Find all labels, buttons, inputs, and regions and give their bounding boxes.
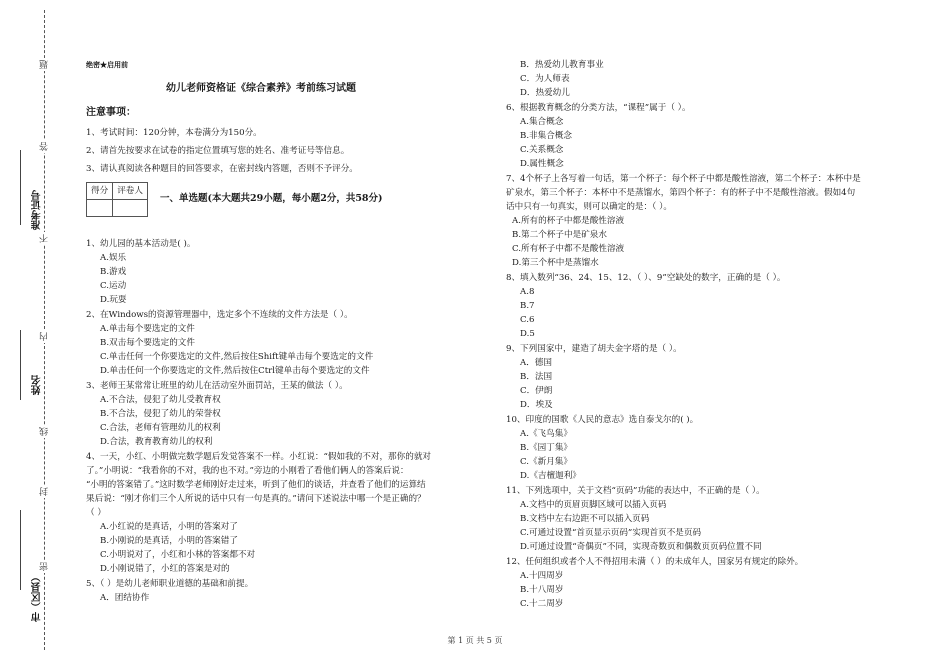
answer-option: C．伊朗: [520, 386, 553, 396]
question-stem: 12、任何组织或者个人不得招用未满（ ）的未成年人，国家另有规定的除外。: [506, 557, 804, 567]
answer-option: D．埃及: [520, 400, 553, 410]
answer-option: C.小明说对了，小红和小林的答案都不对: [100, 550, 256, 560]
secret-mark: 绝密★启用前: [86, 60, 128, 69]
question-stem-cont: （ ）: [86, 508, 106, 518]
left-column: [86, 58, 496, 605]
question-stem-cont: 矿泉水，第三个杯子：本杯中不是蒸馏水，第四个杯子：有的杯子中不是酸性溶液。假如4句: [506, 188, 856, 198]
question-stem: 5、（ ）是幼儿老师职业道德的基础和前提。: [86, 579, 254, 589]
question-stem: 9、下列国家中，建造了胡夫金字塔的是（ ）。: [506, 344, 682, 354]
answer-option: B.第二个杯子中是矿泉水: [512, 230, 607, 240]
notice-item: 3、请认真阅读各种题目的回答要求，在密封线内答题，否则不予评分。: [86, 164, 358, 174]
answer-option: A.娱乐: [100, 253, 127, 263]
right-column: [506, 58, 911, 611]
exam-id-field-line: [20, 150, 21, 225]
question-stem: 11、下列选项中，关于文档“页码”功能的表达中，不正确的是（ ）。: [506, 486, 765, 496]
answer-option: B.7: [520, 301, 535, 311]
seal-char: 内: [40, 332, 50, 341]
answer-option: B．热爱幼儿教育事业: [520, 60, 604, 70]
question-stem: 4、一天，小红、小明做完数学题后发觉答案不一样。小红说：“假如我的不对，那你的就对: [86, 452, 432, 462]
answer-option: B．法国: [520, 372, 553, 382]
answer-option: D.属性概念: [520, 159, 564, 169]
answer-option: C.所有杯子中都不是酸性溶液: [512, 244, 625, 254]
answer-option: B.游戏: [100, 267, 127, 277]
answer-option: B.文档中左右边距不可以插入页码: [520, 514, 650, 524]
answer-option: B.非集合概念: [520, 131, 573, 141]
answer-option: D.第三个杯中是蒸馏水: [512, 258, 599, 268]
grader-label: 评卷人: [113, 183, 148, 200]
score-box: [86, 182, 148, 217]
answer-option: B.双击每个要选定的文件: [100, 338, 195, 348]
answer-option: B.十八周岁: [520, 585, 564, 595]
grader-cell[interactable]: [113, 200, 148, 217]
answer-option: A.不合法，侵犯了幼儿受教育权: [100, 395, 221, 405]
question-stem-cont: “小明的答案错了。”这时数学老师刚好走过来，听到了他们的谈话，并查看了他们的运算结: [86, 480, 426, 490]
score-label: 得分: [87, 183, 113, 200]
answer-option: C.单击任何一个你要选定的文件,然后按住Shift键单击每个要选定的文件: [100, 352, 374, 362]
question-stem: 8、填入数列“36、24、15、12、（ ）、9”空缺处的数字，正确的是（ ）。: [506, 273, 786, 283]
answer-option: A.小红说的是真话，小明的答案对了: [100, 522, 238, 532]
answer-option: C.《新月集》: [520, 457, 572, 467]
answer-option: C．为人师表: [520, 74, 570, 84]
answer-option: C.可通过设置“首页显示页码”实现首页不是页码: [520, 528, 702, 538]
seal-char: 不: [40, 234, 50, 243]
question-stem: 6、根据教育概念的分类方法，“课程”属于（ ）。: [506, 103, 691, 113]
answer-option: A.《飞鸟集》: [520, 429, 572, 439]
name-label: 姓名: [32, 375, 43, 395]
name-field-line: [20, 330, 21, 400]
seal-char: 封: [40, 487, 50, 496]
answer-option: D.5: [520, 329, 535, 339]
answer-option: C.6: [520, 315, 535, 325]
question-stem-cont: 话中只有一句真实，则可以确定的是：（ ）。: [506, 202, 673, 212]
question-stem: 7、4个杯子上各写着一句话，第一个杯子：每个杯子中都是酸性溶液，第二个杯子：本杯中是: [506, 174, 861, 184]
section-header: [86, 180, 496, 228]
section-title: 一、单选题(本大题共29小题，每小题2分，共58分): [160, 193, 383, 204]
answer-option: D.合法，教育教育幼儿的权利: [100, 437, 213, 447]
question-stem: 2、在Windows的资源管理器中，选定多个不连续的文件方法是（ ）。: [86, 310, 353, 320]
seal-char: 线: [40, 427, 50, 436]
question-stem: 10、印度的国歌《人民的意志》选自泰戈尔的( )。: [506, 415, 699, 425]
notice-heading: 注意事项：: [86, 107, 136, 118]
answer-option: D.《吉檀迦利》: [520, 471, 581, 481]
answer-option: D.单击任何一个你要选定的文件,然后按住Ctrl键单击每个要选定的文件: [100, 366, 370, 376]
exam-id-label: 准考证号: [32, 190, 43, 230]
seal-char: 题: [40, 60, 50, 69]
answer-option: A.单击每个要选定的文件: [100, 324, 195, 334]
answer-option: C.运动: [100, 281, 127, 291]
answer-option: B.不合法，侵犯了幼儿的荣誉权: [100, 409, 221, 419]
answer-option: A.所有的杯子中都是酸性溶液: [512, 216, 625, 226]
answer-option: D.玩耍: [100, 295, 127, 305]
answer-option: D.可通过设置“奇偶页”不同，实现奇数页和偶数页页码位置不同: [520, 542, 762, 552]
seal-char: 答: [40, 142, 50, 151]
question-stem: 1、幼儿园的基本活动是( )。: [86, 239, 196, 249]
page-number: 第 1 页 共 5 页: [447, 636, 503, 645]
answer-option: A．德国: [520, 358, 552, 368]
answer-option: D．热爱幼儿: [520, 88, 570, 98]
seal-char: 密: [40, 562, 50, 571]
notice-item: 1、考试时间：120分钟，本卷满分为150分。: [86, 128, 262, 138]
question-stem-cont: 了。”小明说：“我看你的不对，我的也不对。”旁边的小刚看了看他们俩人的答案后说：: [86, 466, 409, 476]
answer-option: C.关系概念: [520, 145, 564, 155]
answer-option: C.合法，老师有管理幼儿的权利: [100, 423, 221, 433]
score-cell[interactable]: [87, 200, 113, 217]
answer-option: B.《园丁集》: [520, 443, 573, 453]
district-label: 市（区县）: [32, 572, 43, 622]
district-field-line: [20, 510, 21, 590]
page-title: 幼儿老师资格证《综合素养》考前练习试题: [166, 83, 356, 94]
answer-option: A．团结协作: [100, 593, 150, 603]
answer-option: A.集合概念: [520, 117, 564, 127]
question-stem: 3、老师王某常常让班里的幼儿在活动室外面罚站，王某的做法（ ）。: [86, 381, 348, 391]
notice-item: 2、请首先按要求在试卷的指定位置填写您的姓名、准考证号等信息。: [86, 146, 350, 156]
answer-option: B.小刚说的是真话，小明的答案错了: [100, 536, 238, 546]
answer-option: C.十二周岁: [520, 599, 564, 609]
answer-option: D.小刚说错了，小红的答案是对的: [100, 564, 230, 574]
binding-margin: [0, 0, 85, 671]
question-stem-cont: 果后说：“刚才你们三个人所说的话中只有一句是真的。”请问下述说法中哪一个是正确的？: [86, 494, 426, 504]
answer-option: A.文档中的页眉页脚区域可以插入页码: [520, 500, 667, 510]
answer-option: A.十四周岁: [520, 571, 564, 581]
answer-option: A.8: [520, 287, 535, 297]
